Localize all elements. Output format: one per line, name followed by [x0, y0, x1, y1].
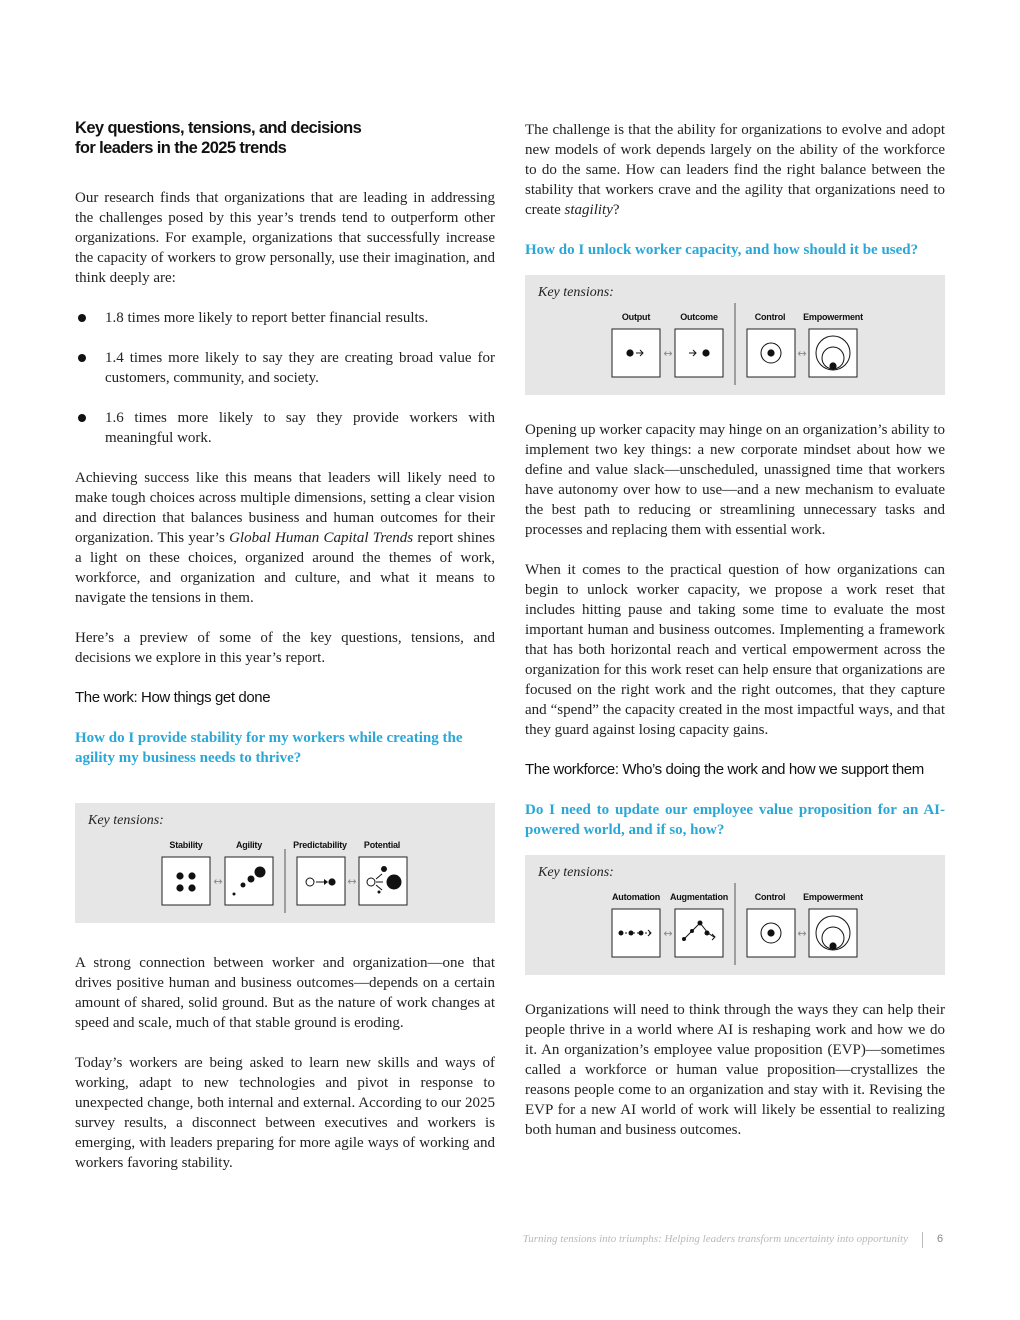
tension-label-augmentation: Augmentation: [669, 892, 729, 902]
bullet-dot-icon: [78, 354, 86, 362]
bullet-dot-icon: [78, 414, 86, 422]
output-icon: [612, 329, 660, 377]
intro-paragraph: Our research finds that organizations that are leading in addressing the challenges posed by this year’s trends tend to outperform other organizations. For example, organizations that successfully increase the capacity of workers to grow personally, use their imagination, and think deeply are:: [75, 190, 495, 286]
work-reset-paragraph: When it comes to the practical question of how organizations can begin to unlock worker capacity, we propose a work reset that includes hitting pause and taking some time to evaluate the most important human and business outcomes. Implementing a framework that has both horizontal reach and vertical empowerment across the organization for this work reset can help ensure that organizations are focused on the right work and the right outcomes, that they capture and “spend” the capacity created in the most impactful ways, and that they guard against losing capacity gains.: [525, 562, 945, 738]
tensions-box-evp: [525, 855, 945, 975]
preview-paragraph: Here’s a preview of some of the key questions, tensions, and decisions we explore in this year’s report.: [75, 630, 495, 666]
augmentation-icon: [675, 909, 723, 957]
section-heading: [75, 118, 495, 158]
tension-label-automation: Automation: [612, 892, 660, 902]
stats-list: [75, 308, 495, 448]
report-title: Global Human Capital Trends: [229, 530, 414, 546]
section-heading-line1: Key questions, tensions, and decisions: [75, 119, 362, 137]
tensions-diagram-stability: [75, 803, 495, 923]
challenge-paragraph: [525, 120, 945, 220]
control-icon: [747, 909, 795, 957]
stagility-term: stagility: [564, 202, 613, 218]
agility-icon: [225, 857, 273, 905]
tension-label-stability: Stability: [169, 840, 203, 850]
control-icon: [747, 329, 795, 377]
evp-question: Do I need to update our employee value proposition for an AI-powered world, and if so, how?: [525, 802, 945, 838]
tension-label-control: Control: [754, 312, 786, 322]
stat-item: [75, 348, 495, 388]
tension-label-predictability: Predictability: [293, 840, 347, 850]
arrow-left-right-icon: ↔: [797, 347, 807, 360]
arrow-left-right-icon: ↔: [663, 347, 673, 360]
tensions-diagram-evp: [525, 855, 945, 975]
bullet-dot-icon: [78, 314, 86, 322]
challenge-paragraph-end: ?: [612, 202, 620, 218]
section-heading-line2: for leaders in the 2025 trends: [75, 139, 287, 157]
capacity-question: How do I unlock worker capacity, and how should it be used?: [525, 242, 919, 258]
tensions-diagram-capacity: [525, 275, 945, 395]
footer-divider: [922, 1232, 923, 1248]
stat-text: 1.4 times more likely to say they are creating broad value for customers, community, and society.: [105, 350, 495, 386]
page-footer: [0, 1233, 1020, 1249]
tension-label-agility: Agility: [235, 840, 263, 850]
workforce-subhead: The workforce: Who’s doing the work and how we support them: [525, 761, 924, 778]
tension-label-potential: Potential: [363, 840, 401, 850]
stat-text: 1.8 times more likely to report better financial results.: [105, 310, 429, 326]
arrow-left-right-icon: ↔: [797, 927, 807, 940]
evp-paragraph: Organizations will need to think through the ways they can help their people thrive in a world where AI is reshaping work and how we do it. An organization’s employee value proposition (EVP)—sometimes called a workforce or human value proposition—crystallizes the reasons people come to an organization and stay with it. Revising the EVP for a new AI world of work will likely be essential to realizing both human and business outcomes.: [525, 1002, 945, 1138]
predictability-icon: [297, 857, 345, 905]
page-number: 6: [937, 1233, 944, 1245]
tension-label-output: Output: [621, 312, 651, 322]
tension-label-control: Control: [754, 892, 786, 902]
tension-label-outcome: Outcome: [680, 312, 718, 322]
empowerment-icon: [809, 909, 857, 957]
tensions-box-stability: [75, 803, 495, 923]
stat-item: [75, 408, 495, 448]
tensions-box-capacity: [525, 275, 945, 395]
left-column: [75, 118, 495, 1193]
arrow-left-right-icon: ↔: [347, 875, 357, 888]
right-column: [525, 120, 945, 1160]
stat-item: [75, 308, 495, 328]
arrow-left-right-icon: ↔: [213, 875, 223, 888]
challenge-paragraph-text: The challenge is that the ability for organizations to evolve and adopt new models of work depends largely on the ability of the workforce to do the same. How can leaders find the right balance between the stability that workers crave and the agility that organizations need to create: [525, 122, 945, 218]
workers-paragraph: Today’s workers are being asked to learn new skills and ways of working, adapt to new technologies and pivot in response to unexpected change, both internal and external. According to our 2025 survey results, a disconnect between executives and workers is emerging, with leaders preparing for more agile ways of working and workers favoring stability.: [75, 1055, 495, 1171]
tension-label-empowerment: Empowerment: [803, 312, 863, 322]
outcome-icon: [675, 329, 723, 377]
key-tensions-label: Key tensions:: [538, 865, 614, 880]
arrow-left-right-icon: ↔: [663, 927, 673, 940]
connection-paragraph: A strong connection between worker and organization—one that drives positive human and business outcomes—depends on a certain amount of shared, solid ground. But as the nature of work changes at speed and scale, much of that stable ground is eroding.: [75, 955, 495, 1031]
potential-icon: [359, 857, 407, 905]
stat-text: 1.6 times more likely to say they provide workers with meaningful work.: [105, 410, 495, 446]
success-paragraph-text-end: report shines a light on these choices, organized around the themes of work, workforce, and organization and culture, and what it means to navigate the tensions in them.: [75, 530, 495, 606]
success-paragraph-text: Achieving success like this means that leaders will likely need to make tough choices across multiple dimensions, setting a clear vision and direction that balances business and human outcomes for their organization. This year’s: [75, 470, 495, 546]
tension-label-empowerment: Empowerment: [803, 892, 863, 902]
key-tensions-label: Key tensions:: [538, 285, 614, 300]
footer-title: Turning tensions into triumphs: Helping leaders transform uncertainty into opportunity: [522, 1233, 908, 1245]
automation-icon: [612, 909, 660, 957]
key-tensions-label: Key tensions:: [88, 813, 164, 828]
success-paragraph: [75, 468, 495, 608]
work-subhead: The work: How things get done: [75, 689, 271, 706]
stability-icon: [162, 857, 210, 905]
stability-question: How do I provide stability for my workers while creating the agility my business needs to thrive?: [75, 730, 463, 766]
empowerment-icon: [809, 329, 857, 377]
opening-capacity-paragraph: Opening up worker capacity may hinge on an organization’s ability to implement two key things: a new corporate mindset about how we define and value slack—unscheduled, unassigned time that workers have autonomy over how to use—and a new mechanism to evaluate the best path to reducing or streamlining unnecessary tasks and processes and replacing them with essential work.: [525, 422, 945, 538]
